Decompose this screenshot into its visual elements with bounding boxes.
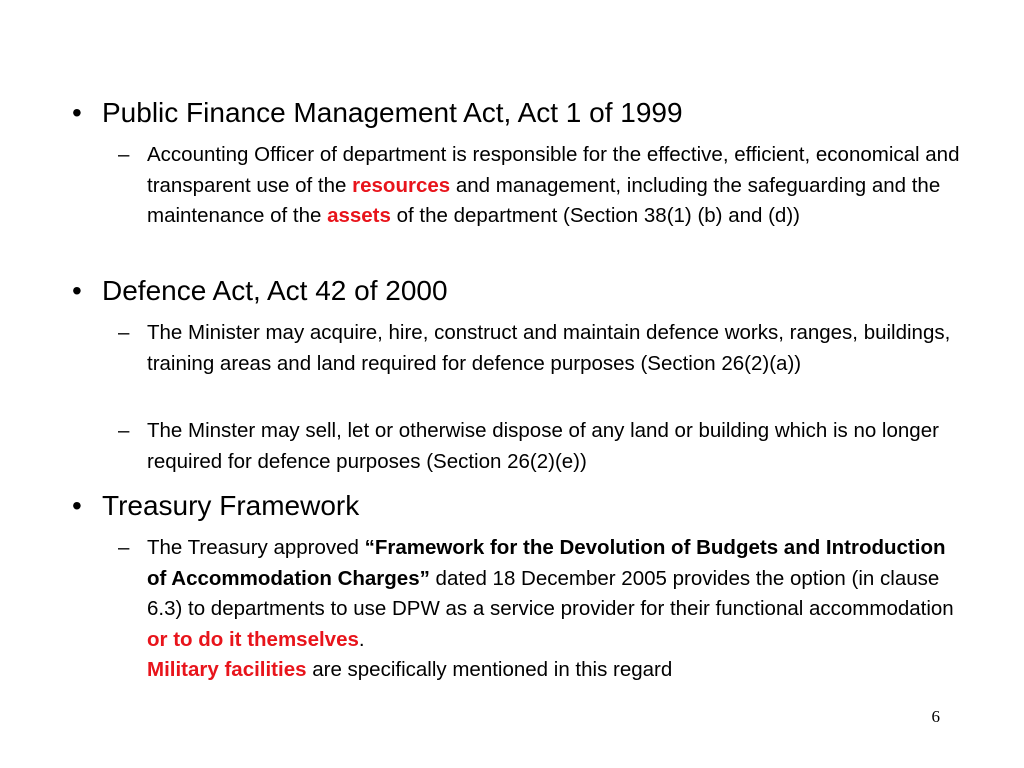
section-title-pfma: Public Finance Management Act, Act 1 of 1999: [102, 97, 683, 128]
text-run: of the department (Section 38(1) (b) and (d)): [390, 204, 800, 227]
sub-bullet-treasury: [118, 533, 968, 686]
sub-bullet-text: The Minster may sell, let or otherwise dispose of any land or building which is no longer required for defence purposes (Section 26(2)(e)): [147, 419, 939, 473]
dash-glyph: –: [118, 143, 130, 166]
text-run: Accounting Officer of department is responsible for the effective, efficient, economical and transparent use of the: [147, 143, 960, 197]
section-title-treasury-framework: Treasury Framework: [102, 490, 360, 521]
bullet-glyph: •: [72, 275, 82, 306]
framework-title: “Framework for the Devolution of Budgets and Introduction of Accommodation Charges”: [147, 536, 946, 590]
highlight-do-it-themselves: or to do it themselves: [147, 627, 359, 651]
dash-glyph: –: [118, 321, 130, 344]
text-run: are specifically mentioned in this regard: [306, 658, 673, 681]
text-run: The Treasury approved: [147, 536, 365, 559]
highlight-military-facilities: Military facilities: [147, 658, 307, 681]
bullet-glyph: •: [72, 490, 82, 521]
text-run: and management, including the safeguarding and the maintenance of the: [147, 173, 941, 227]
section-title-defence-act: Defence Act, Act 42 of 2000: [102, 275, 448, 306]
page-number: 6: [931, 707, 940, 726]
text-run: .: [358, 627, 365, 651]
dash-glyph: –: [118, 419, 130, 442]
text-run: dated 18 December 2005 provides the option (in clause 6.3) to departments to use DPW as a service provider for their functional accommodation: [147, 566, 954, 620]
bullet-glyph: •: [72, 97, 82, 128]
highlight-resources: resources: [352, 173, 451, 197]
sub-bullet-text: The Minister may acquire, hire, construct and maintain defence works, ranges, buildings, training areas and land required for defence purposes (Section 26(2)(a)): [147, 321, 951, 375]
sub-bullet-acquire: [118, 318, 968, 379]
sub-bullet-text: [147, 140, 968, 232]
sub-bullet-dispose: [118, 416, 968, 477]
sub-bullet-text: [147, 533, 968, 686]
dash-glyph: –: [118, 536, 130, 559]
highlight-assets: assets: [327, 204, 391, 227]
sub-bullet-accounting-officer: [118, 140, 968, 232]
